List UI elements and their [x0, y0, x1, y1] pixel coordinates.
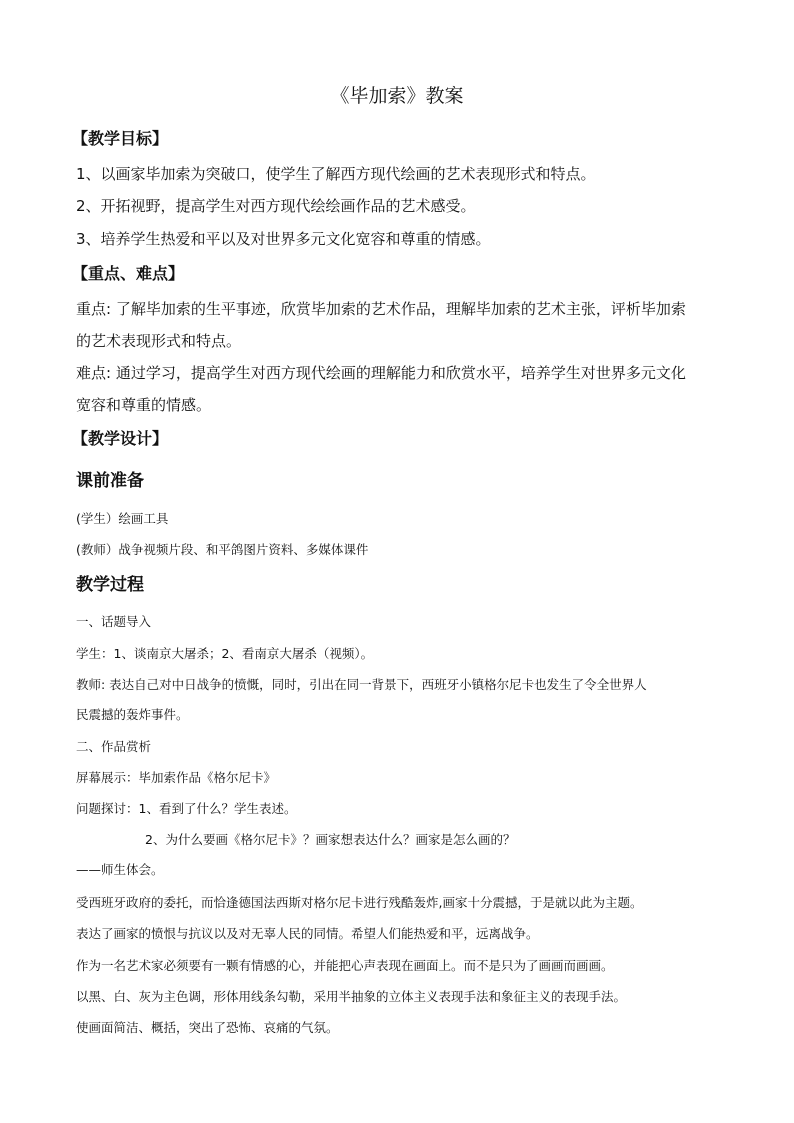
difficult-point-text: 宽容和尊重的情感。	[76, 396, 212, 414]
process-text: 问题探讨：1、看到了什么？学生表述。	[76, 801, 297, 816]
subheading-preparation: 课前准备	[76, 471, 144, 491]
goal-item: 3、培养学生热爱和平以及对世界多元文化宽容和尊重的情感。	[76, 230, 491, 248]
process-part-title: 二、作品赏析	[76, 739, 152, 754]
preparation-teacher: (教师）战争视频片段、和平鸽图片资料、多媒体课件	[76, 542, 369, 557]
preparation-student: (学生）绘画工具	[76, 511, 169, 526]
process-paragraph: 作为一名艺术家必须要有一颗有情感的心，并能把心声表现在画面上。而不是只为了画画而画画。	[76, 958, 614, 973]
key-point-text: 的艺术表现形式和特点。	[76, 332, 242, 350]
process-text: 教师: 表达自己对中日战争的愤慨，同时，引出在同一背景下，西班牙小镇格尔尼卡也发生了令全世界人	[76, 677, 647, 692]
process-paragraph: 受西班牙政府的委托，而恰逢德国法西斯对格尔尼卡进行残酷轰炸,画家十分震撼，于是就以此为主题。	[76, 895, 643, 910]
difficult-point-text: 难点: 通过学习，提高学生对西方现代绘画的理解能力和欣赏水平，培养学生对世界多元文化	[76, 364, 686, 382]
process-text: 屏幕展示：毕加索作品《格尔尼卡》	[76, 770, 277, 785]
goal-item: 2、开拓视野，提高学生对西方现代绘绘画作品的艺术感受。	[76, 197, 476, 215]
subheading-process: 教学过程	[76, 575, 144, 595]
goal-item: 1、以画家毕加索为突破口，使学生了解西方现代绘画的艺术表现形式和特点。	[76, 165, 596, 183]
page-title: 《毕加索》教案	[330, 85, 464, 107]
section-heading-design: 【教学设计】	[72, 429, 169, 448]
process-text: 学生：1、谈南京大屠杀；2、看南京大屠杀（视频）。	[76, 646, 374, 661]
process-text: ——师生体会。	[76, 862, 164, 877]
section-heading-goals: 【教学目标】	[72, 129, 169, 148]
process-text: 2、为什么要画《格尔尼卡》？画家想表达什么？画家是怎么画的？	[145, 832, 516, 847]
process-paragraph: 使画面简洁、概括，突出了恐怖、哀痛的气氛。	[76, 1020, 339, 1035]
process-paragraph: 以黑、白、灰为主色调，形体用线条勾勒，采用半抽象的立体主义表现手法和象征主义的表现手法。	[76, 989, 627, 1004]
process-part-title: 一、话题导入	[76, 614, 152, 629]
process-paragraph: 表达了画家的愤恨与抗议以及对无辜人民的同情。希望人们能热爱和平，远离战争。	[76, 926, 539, 941]
key-point-text: 重点: 了解毕加索的生平事迹，欣赏毕加索的艺术作品，理解毕加索的艺术主张，评析毕加索	[76, 300, 686, 318]
section-heading-key-points: 【重点、难点】	[72, 264, 185, 283]
process-text: 民震撼的轰炸事件。	[76, 707, 189, 722]
